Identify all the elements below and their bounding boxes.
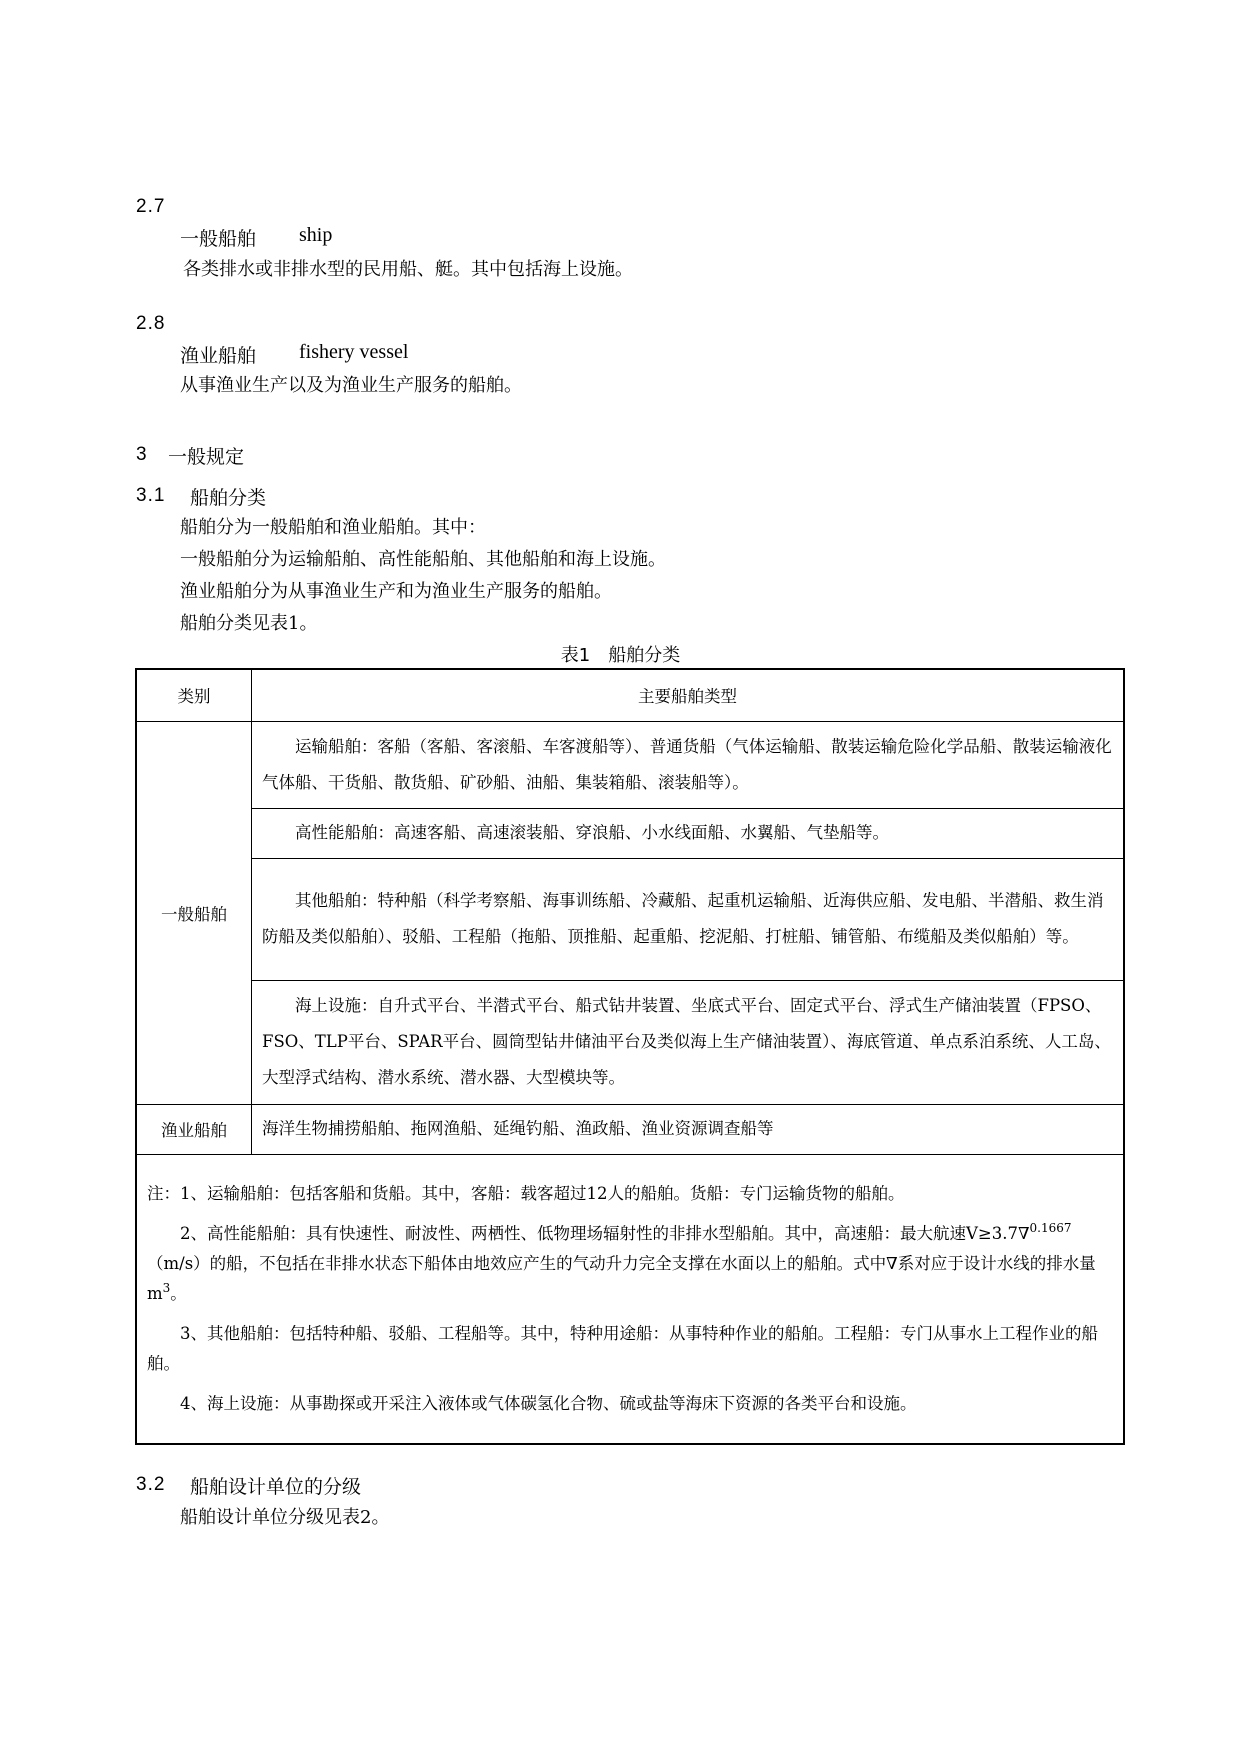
section-3-2-title: 船舶设计单位的分级 (190, 1476, 362, 1498)
note-2-text-b: （m/s）的船，不包括在非排水状态下船体由地效应产生的气动升力完全支撑在水面以上的船舶。式中∇系对应于设计水线的排水量m (147, 1253, 1096, 1303)
note-2-exponent: 0.1667 (1029, 1220, 1072, 1235)
note-2-exponent-2: 3 (162, 1280, 171, 1295)
types-high-performance: 高性能船舶：高速客船、高速滚装船、穿浪船、小水线面船、水翼船、气垫船等。 (252, 808, 1125, 858)
note-1: 注：1、运输船舶：包括客船和货船。其中，客船：载客超过12人的船舶。货船：专门运输货物的船舶。 (147, 1183, 905, 1203)
types-other: 其他船舶：特种船（科学考察船、海事训练船、冷藏船、起重机运输船、近海供应船、发电船、半潜船、救生消防船及类似船舶）、驳船、工程船（拖船、顶推船、起重船、挖泥船、打桩船、铺管船、布缆船及类似船舶）等。 (252, 858, 1125, 980)
section-3-title: 一般规定 (168, 446, 245, 468)
table-row (136, 721, 1124, 808)
section-2-7-term-cn: 一般船舶 (180, 228, 257, 250)
table-1-caption: 表1 船舶分类 (560, 645, 681, 666)
header-types: 主要船舶类型 (252, 669, 1125, 721)
note-2 (147, 1219, 1113, 1309)
table-row (136, 858, 1124, 980)
table-row (136, 980, 1124, 1104)
types-offshore: 海上设施：自升式平台、半潜式平台、船式钻井装置、坐底式平台、固定式平台、浮式生产储油装置（FPSO、FSO、TLP平台、SPAR平台、圆筒型钻井储油平台及类似海上生产储油装置）、海底管道、单点系泊系统、人工岛、大型浮式结构、潜水系统、潜水器、大型模块等。 (252, 980, 1125, 1104)
table-notes (136, 1154, 1124, 1444)
category-general: 一般船舶 (136, 721, 252, 1104)
section-2-8-number: 2.8 (136, 313, 166, 334)
section-3-1-paragraph-3: 渔业船舶分为从事渔业生产和为渔业生产服务的船舶。 (180, 581, 612, 602)
table-header-row (136, 669, 1124, 721)
section-2-7-term-en: ship (299, 224, 333, 246)
note-2-text-a: 2、高性能船舶：具有快速性、耐波性、两栖性、低物理场辐射性的非排水型船舶。其中，高速船：最大航速V≥3.7∇ (180, 1223, 1030, 1243)
table-row (136, 808, 1124, 858)
types-transport: 运输船舶：客船（客船、客滚船、车客渡船等）、普通货船（气体运输船、散装运输危险化学品船、散装运输液化气体船、干货船、散货船、矿砂船、油船、集装箱船、滚装船等）。 (252, 721, 1125, 808)
header-category: 类别 (136, 669, 252, 721)
category-fishery: 渔业船舶 (136, 1104, 252, 1154)
types-fishery: 海洋生物捕捞船舶、拖网渔船、延绳钓船、渔政船、渔业资源调查船等 (252, 1104, 1125, 1154)
section-3-1-paragraph-4: 船舶分类见表1。 (180, 613, 318, 634)
section-3-2-number: 3.2 (136, 1474, 166, 1495)
section-2-8-term-en: fishery vessel (299, 341, 409, 363)
note-4: 4、海上设施：从事勘探或开采注入液体或气体碳氢化合物、硫或盐等海床下资源的各类平台和设施。 (180, 1393, 917, 1413)
table-row (136, 1104, 1124, 1154)
section-2-8-term-cn: 渔业船舶 (180, 345, 257, 367)
note-2-text-c: 。 (170, 1283, 187, 1303)
section-3-number: 3 (136, 444, 148, 465)
section-3-1-title: 船舶分类 (190, 487, 267, 509)
table-notes-row (136, 1154, 1124, 1444)
section-3-1-number: 3.1 (136, 485, 166, 506)
ship-classification-table (135, 668, 1125, 1445)
section-2-7-definition: 各类排水或非排水型的民用船、艇。其中包括海上设施。 (183, 259, 633, 280)
section-2-7-number: 2.7 (136, 196, 166, 217)
section-3-1-paragraph-2: 一般船舶分为运输船舶、高性能船舶、其他船舶和海上设施。 (180, 549, 666, 570)
note-3: 3、其他船舶：包括特种船、驳船、工程船等。其中，特种用途船：从事特种作业的船舶。工程船：专门从事水上工程作业的船舶。 (147, 1323, 1098, 1373)
section-3-1-paragraph-1: 船舶分为一般船舶和渔业船舶。其中： (180, 517, 486, 538)
section-3-2-paragraph: 船舶设计单位分级见表2。 (180, 1507, 390, 1528)
section-2-8-definition: 从事渔业生产以及为渔业生产服务的船舶。 (180, 375, 522, 396)
